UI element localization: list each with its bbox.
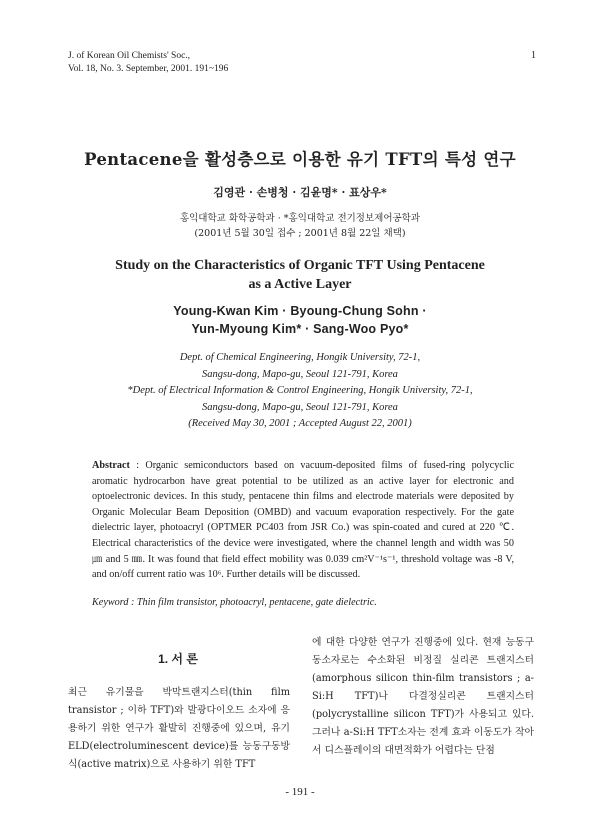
- korean-dates-line: (2001년 5월 30일 접수 ; 2001년 8월 22일 채택): [194, 228, 406, 239]
- left-column: [68, 684, 290, 774]
- english-title-line1: Study on the Characteristics of Organic TFT Using Pentacene: [115, 258, 485, 273]
- english-affiliation-line2: Sangsu-dong, Mapo-gu, Seoul 121-791, Korea: [202, 368, 398, 380]
- journal-name: J. of Korean Oil Chemists' Soc.,: [68, 51, 191, 61]
- english-title: [0, 256, 600, 294]
- section-heading-introduction: 1. 서 론: [158, 652, 198, 666]
- english-affiliation-line4: Sangsu-dong, Mapo-gu, Seoul 121-791, Korea: [202, 401, 398, 413]
- korean-affiliation-line: 홍익대학교 화학공학과 · *홍익대학교 전기정보제어공학과: [179, 213, 421, 224]
- english-authors-line2: Yun-Myoung Kim* · Sang-Woo Pyo*: [191, 322, 409, 336]
- journal-reference: [68, 50, 228, 76]
- english-affiliation-line3: *Dept. of Electrical Information & Control Engineering, Hongik University, 72-1,: [127, 385, 473, 396]
- korean-affiliation: [0, 211, 600, 241]
- bottom-page-number: - 191 -: [285, 786, 315, 798]
- korean-title: Pentacene을 활성층으로 이용한 유기 TFT의 특성 연구: [84, 150, 516, 169]
- top-page-number: 1: [531, 50, 536, 61]
- right-column: [312, 634, 534, 760]
- right-column-text: 에 대한 다양한 연구가 진행중에 있다. 현재 능동구동소자로는 수소화된 비정질 실리콘 트랜지스터(amorphous silicon thin-film transistors ; a-Si:H TFT)나 다결정실리콘 트랜지스터(polycrystalline silicon TFT)가 사용되고 있다. 그러나 a-Si:H TFT소자는 전계 효과 이동도가 작아서 디스플레이의 대면적화가 어렵다는 단점: [312, 637, 534, 756]
- korean-authors: 김영관 · 손병청 · 김윤명* · 표상우*: [213, 186, 387, 199]
- journal-volume: Vol. 18, No. 3. September, 2001. 191~196: [68, 64, 229, 74]
- english-affiliation: [0, 350, 600, 433]
- abstract-paragraph: [92, 458, 514, 583]
- keywords: Keyword : Thin film transistor, photoacryl, pentacene, gate dielectric.: [92, 597, 377, 608]
- english-authors-line1: Young-Kwan Kim · Byoung-Chung Sohn ·: [173, 304, 427, 318]
- abstract-text: : Organic semiconductors based on vacuum-deposited films of fused-ring polycyclic aromatic hydrocarbon have great potential to be utilized as an active layer for electronic and optoelectronic devices. In this study, pentacene thin films and electrode materials were deposited by Organic Molecular Beam Deposition (OMBD) and vacuum evaporation respectively. For the gate dielectric layer, photoacryl (OPTMER PC403 from JSR Co.) was spin-coated and cured at 220 ℃. Electrical characteristics of the device were investigated, where the channel length and width was 50 ㎛ and 5 ㎜. It was found that field effect mobility was 0.039 cm²V⁻¹s⁻¹, threshold voltage was -8 V, and on/off current ratio was 10⁶. Further details will be discussed.: [92, 460, 515, 581]
- english-authors: [0, 302, 600, 338]
- english-title-line2: as a Active Layer: [248, 277, 352, 292]
- abstract: [92, 458, 514, 583]
- abstract-label: Abstract: [92, 460, 130, 471]
- left-column-text: 최근 유기물을 박막트랜지스터(thin film transistor ; 이하 TFT)와 발광다이오드 소자에 응용하기 위한 연구가 활발히 진행중에 있으며, 유기 ELD(electroluminescent device)를 능동구동방식(active matrix)으로 사용하기 위한 TFT: [68, 687, 290, 770]
- english-affiliation-line1: Dept. of Chemical Engineering, Hongik University, 72-1,: [179, 352, 421, 363]
- received-accepted-dates: (Received May 30, 2001 ; Accepted August 22, 2001): [188, 418, 412, 429]
